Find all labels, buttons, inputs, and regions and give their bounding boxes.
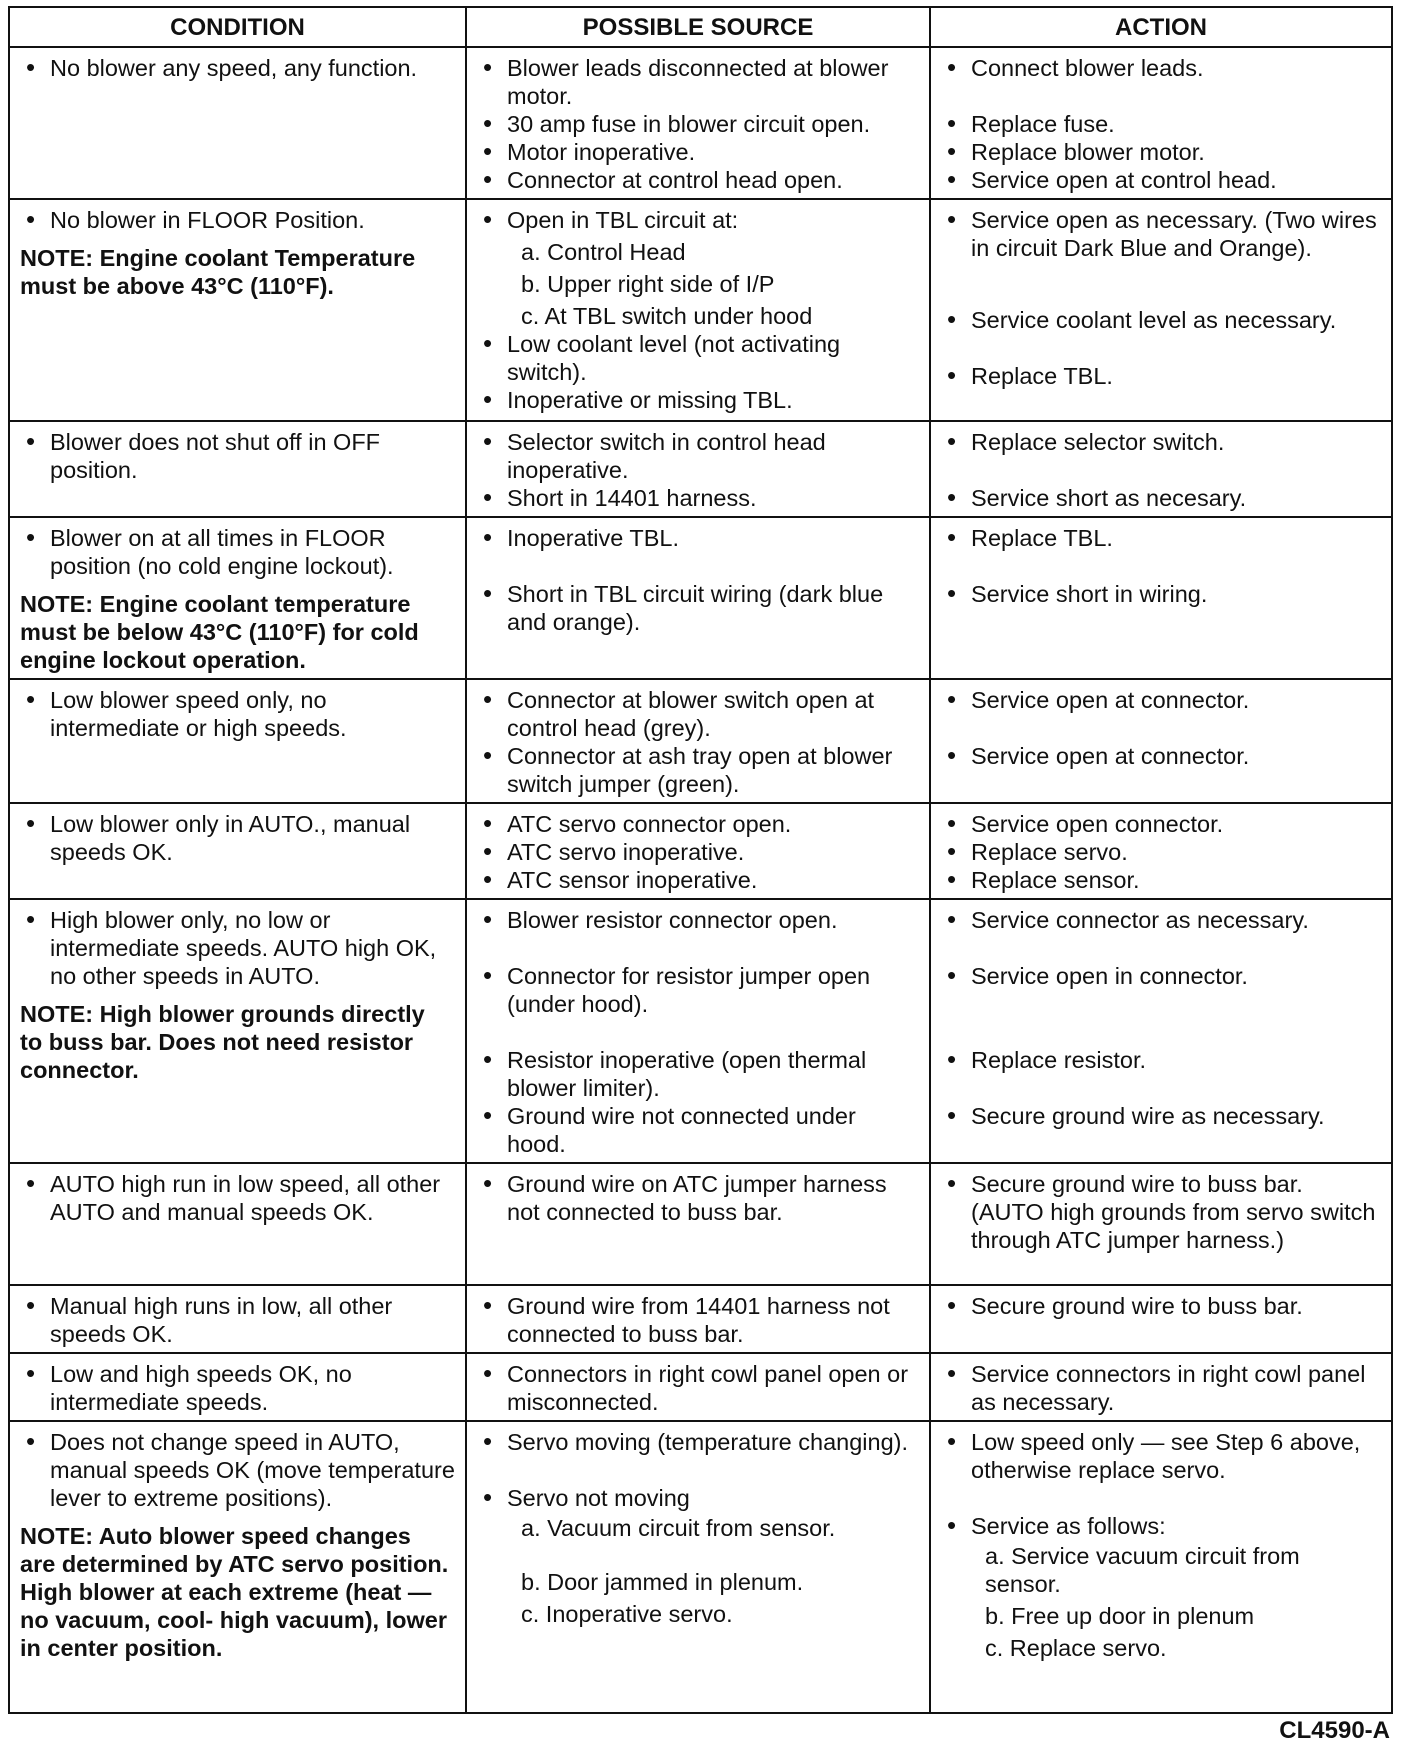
condition-item: • Blower on at all times in FLOOR position (no cold engine lockout). (20, 524, 455, 580)
condition-item: • Low and high speeds OK, no intermediate speeds. (20, 1360, 455, 1416)
source-item: • Motor inoperative. (477, 138, 919, 166)
source-cell (466, 517, 930, 679)
action-cell (930, 199, 1392, 421)
action-item: • Service coolant level as necessary. (941, 306, 1381, 334)
source-item: • ATC servo inoperative. (477, 838, 919, 866)
action-item: • Service open at connector. (941, 686, 1381, 714)
source-item: • Inoperative TBL. (477, 524, 919, 552)
action-item: • Service connectors in right cowl panel as necessary. (941, 1360, 1381, 1416)
table-row (9, 517, 1392, 679)
action-item: • Secure ground wire to buss bar. (941, 1292, 1381, 1320)
action-item: • Service connector as necessary. (941, 906, 1381, 934)
action-subitem: a. Service vacuum circuit from sensor. (985, 1543, 1300, 1597)
action-item: • Service open connector. (941, 810, 1381, 838)
source-item: • Ground wire from 14401 harness not connected to buss bar. (477, 1292, 919, 1348)
header-row (9, 7, 1392, 47)
action-cell (930, 803, 1392, 899)
condition-cell (9, 1163, 466, 1285)
action-item: • Service open at control head. (941, 166, 1381, 194)
source-item: • Connector at blower switch open at control head (grey). (477, 686, 919, 742)
condition-item: • No blower any speed, any function. (20, 54, 455, 82)
condition-cell (9, 199, 466, 421)
figure-label: CL4590-A (1279, 1717, 1390, 1744)
header-condition: CONDITION (9, 7, 466, 47)
condition-cell (9, 679, 466, 803)
action-cell (930, 47, 1392, 199)
condition-cell (9, 899, 466, 1163)
note-text: NOTE: Engine coolant Temperature must be above 43°C (110°F). (20, 245, 416, 299)
condition-cell (9, 1285, 466, 1353)
source-item: • Connector at control head open. (477, 166, 919, 194)
source-cell (466, 1353, 930, 1421)
condition-item: • Does not change speed in AUTO, manual speeds OK (move temperature lever to extreme positions). (20, 1428, 455, 1512)
source-item: • Ground wire on ATC jumper harness not connected to buss bar. (477, 1170, 919, 1226)
action-cell (930, 1353, 1392, 1421)
action-item: • Replace TBL. (941, 524, 1381, 552)
action-item: • Replace blower motor. (941, 138, 1381, 166)
source-cell (466, 1285, 930, 1353)
table-row (9, 199, 1392, 421)
action-item: • Low speed only — see Step 6 above, otherwise replace servo. (941, 1428, 1381, 1484)
source-item: • Short in TBL circuit wiring (dark blue and orange). (477, 580, 919, 636)
condition-cell (9, 421, 466, 517)
condition-cell (9, 47, 466, 199)
table-row (9, 803, 1392, 899)
action-cell (930, 679, 1392, 803)
source-item: • Short in 14401 harness. (477, 484, 919, 512)
source-subitem: a. Control Head (521, 239, 686, 265)
action-subitem: b. Free up door in plenum (985, 1603, 1255, 1629)
action-item: • Secure ground wire as necessary. (941, 1102, 1381, 1130)
table-row (9, 679, 1392, 803)
condition-item: • Low blower speed only, no intermediate or high speeds. (20, 686, 455, 742)
condition-item: • High blower only, no low or intermediate speeds. AUTO high OK, no other speeds in AUTO. (20, 906, 455, 990)
source-cell (466, 1163, 930, 1285)
condition-item: • Blower does not shut off in OFF position. (20, 428, 455, 484)
condition-item: • Manual high runs in low, all other speeds OK. (20, 1292, 455, 1348)
action-item: • Service open as necessary. (Two wires in circuit Dark Blue and Orange). (941, 206, 1381, 262)
source-subitem: b. Door jammed in plenum. (521, 1569, 804, 1595)
source-item: • Open in TBL circuit at: (477, 206, 919, 234)
condition-item: • AUTO high run in low speed, all other AUTO and manual speeds OK. (20, 1170, 455, 1226)
action-subitem: c. Replace servo. (985, 1635, 1167, 1661)
source-item: • ATC servo connector open. (477, 810, 919, 838)
source-item: • 30 amp fuse in blower circuit open. (477, 110, 919, 138)
source-cell (466, 899, 930, 1163)
source-item: • Connectors in right cowl panel open or misconnected. (477, 1360, 919, 1416)
source-item: • Servo moving (temperature changing). (477, 1428, 919, 1456)
source-item: • Resistor inoperative (open thermal blower limiter). (477, 1046, 919, 1102)
source-cell (466, 199, 930, 421)
source-item: • Inoperative or missing TBL. (477, 386, 919, 414)
source-item: • Selector switch in control head inoperative. (477, 428, 919, 484)
diagnosis-table (8, 6, 1393, 1714)
condition-cell (9, 803, 466, 899)
source-item: • Ground wire not connected under hood. (477, 1102, 919, 1158)
source-subitem: c. Inoperative servo. (521, 1601, 733, 1627)
action-item: • Connect blower leads. (941, 54, 1381, 82)
source-item: • Blower leads disconnected at blower motor. (477, 54, 919, 110)
action-item: • Replace selector switch. (941, 428, 1381, 456)
source-cell (466, 679, 930, 803)
action-item: • Service open at connector. (941, 742, 1381, 770)
table-row (9, 899, 1392, 1163)
source-cell (466, 47, 930, 199)
action-item: • Replace servo. (941, 838, 1381, 866)
table-row (9, 1163, 1392, 1285)
condition-item: • Low blower only in AUTO., manual speeds OK. (20, 810, 455, 866)
table-row (9, 47, 1392, 199)
action-cell (930, 1421, 1392, 1713)
table-row (9, 1421, 1392, 1713)
source-subitem: b. Upper right side of I/P (521, 271, 775, 297)
action-cell (930, 1163, 1392, 1285)
header-possible-source: POSSIBLE SOURCE (466, 7, 930, 47)
source-cell (466, 421, 930, 517)
source-item: • Connector for resistor jumper open (under hood). (477, 962, 919, 1018)
action-item: • Replace sensor. (941, 866, 1381, 894)
diagnosis-table-wrapper (8, 6, 1391, 1714)
condition-cell (9, 1421, 466, 1713)
source-cell (466, 803, 930, 899)
note-text: NOTE: High blower grounds directly to buss bar. Does not need resistor connector. (20, 1001, 425, 1083)
condition-cell (9, 1353, 466, 1421)
source-item: • Low coolant level (not activating switch). (477, 330, 919, 386)
source-item: • Blower resistor connector open. (477, 906, 919, 934)
source-item: • ATC sensor inoperative. (477, 866, 919, 894)
header-action: ACTION (930, 7, 1392, 47)
note-text: NOTE: Engine coolant temperature must be below 43°C (110°F) for cold engine lockout operation. (20, 591, 419, 673)
source-item: • Servo not moving (477, 1484, 919, 1512)
source-cell (466, 1421, 930, 1713)
action-item: • Service as follows: (941, 1512, 1381, 1540)
action-item: • Service short as necesary. (941, 484, 1381, 512)
source-item: • Connector at ash tray open at blower switch jumper (green). (477, 742, 919, 798)
condition-cell (9, 517, 466, 679)
action-item: • Secure ground wire to buss bar. (AUTO high grounds from servo switch through ATC jumper harness.) (941, 1170, 1381, 1254)
action-cell (930, 421, 1392, 517)
action-item: • Replace resistor. (941, 1046, 1381, 1074)
source-subitem: a. Vacuum circuit from sensor. (521, 1515, 836, 1541)
action-cell (930, 517, 1392, 679)
condition-item: • No blower in FLOOR Position. (20, 206, 455, 234)
note-text: NOTE: Auto blower speed changes are determined by ATC servo position. High blower at each extreme (heat — no vacuum, cool- high vacuum), lower in center position. (20, 1523, 449, 1661)
action-cell (930, 1285, 1392, 1353)
action-item: • Service open in connector. (941, 962, 1381, 990)
source-subitem: c. At TBL switch under hood (521, 303, 813, 329)
table-row (9, 1285, 1392, 1353)
action-item: • Service short in wiring. (941, 580, 1381, 608)
action-item: • Replace TBL. (941, 362, 1381, 390)
table-row (9, 1353, 1392, 1421)
action-cell (930, 899, 1392, 1163)
action-item: • Replace fuse. (941, 110, 1381, 138)
table-row (9, 421, 1392, 517)
